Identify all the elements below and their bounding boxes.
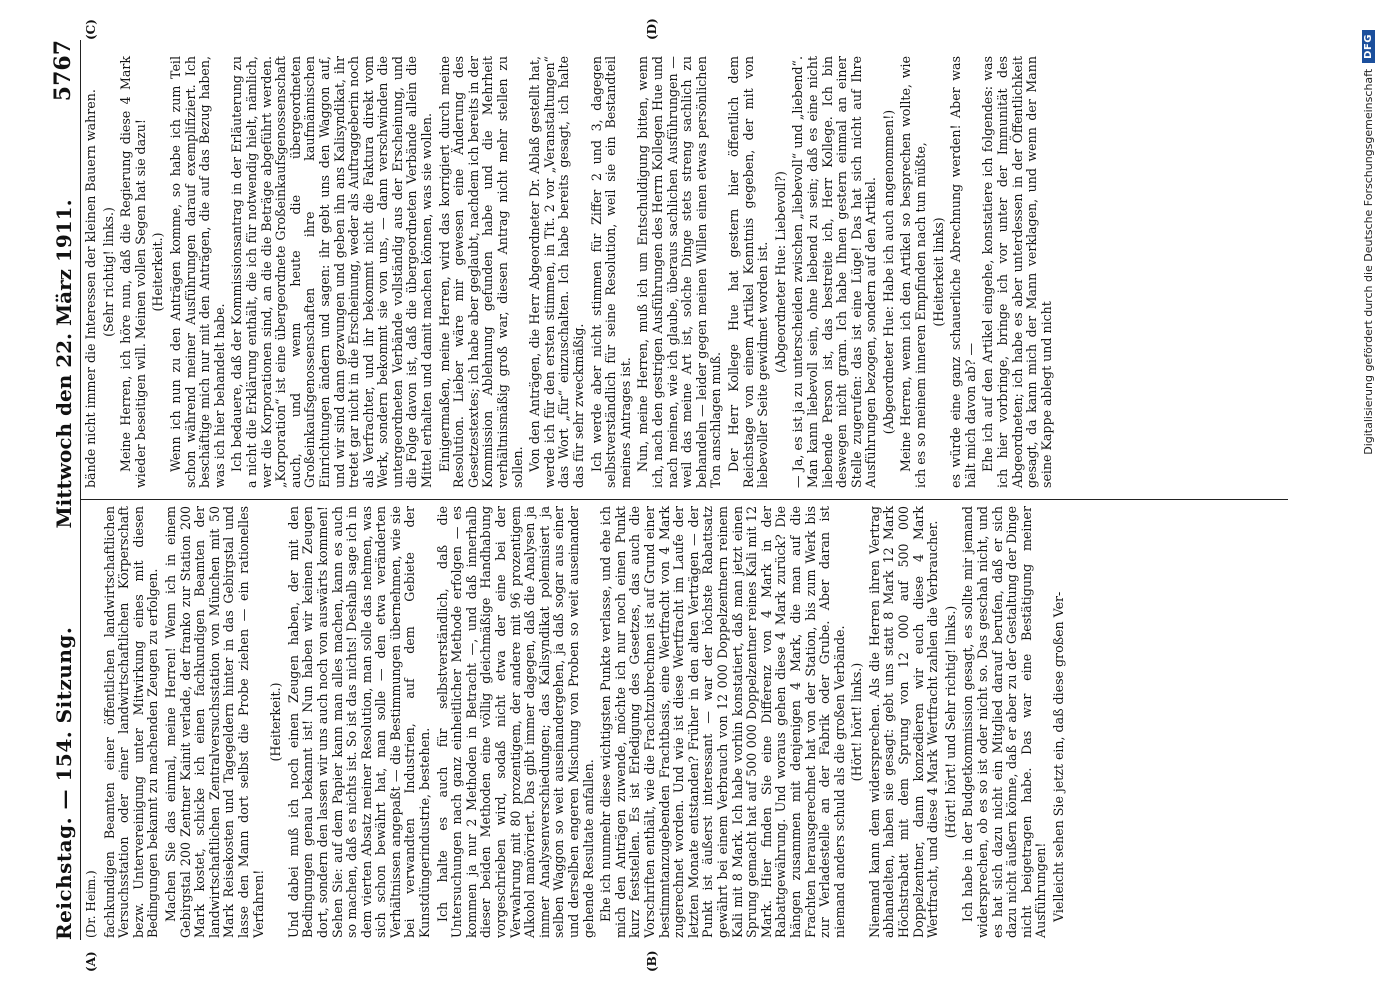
paragraph: Wenn ich nun zu den Anträgen komme, so habe ich zum Teil schon während meiner Ausführungen darauf exemplifiziert. Ich beschäftige mich nur mit den Anträgen, die auf das Bezug haben, was ich hier behandelt habe.	[167, 56, 227, 488]
paragraph: Ich werde aber nicht stimmen für Ziffer 2 und 3, dagegen selbstverständlich für seine Resolution, weil sie ein Bestandteil meines Antrages ist.	[588, 56, 633, 488]
page-number: 5767	[50, 40, 76, 102]
column-divider	[80, 499, 1288, 500]
page-header	[40, 40, 81, 940]
interjection: (Sehr richtig! links.)	[100, 207, 116, 337]
paragraph: Meine Herren, wenn ich den Artikel so besprechen wollte, wie ich es so meinem inneren Empfinden nach tun müßte,	[898, 56, 929, 488]
paragraph: Machen Sie das einmal, meine Herren! Wenn ich in einem Gebirgstal 200 Zentner Kainit verlade, der franko zur Station 200 Mark kostet, schicke ich einen fachkundigen Beamten der landwirtschaftlichen Zentralversuchsstation von München mit 50 Mark Reisekosten und Tagegeldern hinter in das Gebirgstal und lasse den Mann dort selbst die Probe ziehen — ein rationelles Verfahren!	[162, 506, 266, 938]
paragraph: Ich bedauere, daß der Kommissionsantrag in der Erläuterung zu a nicht die Erklärung enthält, die ich für notwendig hielt, nämlich, wer die Korporationen sind, an die die Beträge abgeführt werden. „Korporation“ ist eine übergeordnete Großeinkaufsgenossenschaft auch, und wenn heute die übergeordneten Großeinkaufsgenossenschaften ihre kaufmännischen Einrichtungen ändern und sagen: ihr gebt uns den Waggon auf, und wir sind dann gezwungen und geben ihn ans Kalisyndikat, ihr tretet gar nicht in die Erscheinung, weder als Auftraggeberin noch als Verfrachter, und ihr bekommt nicht die Faktura direkt vom Werk, sondern bekommt sie von uns, — dann verschwinden die untergeordneten Verbände vollständig aus der Erscheinung, und die Folge davon ist, daß die übergeordneten Verbände allein die Mittel erhalten und damit machen können, was sie wollen.	[229, 56, 435, 488]
margin-marker-b: (B)	[645, 950, 659, 972]
right-column	[84, 56, 1057, 488]
interjection: (Heiterkeit links)	[930, 217, 946, 327]
paragraph: Vielleicht sehen Sie jetzt ein, daß diese großen Ver-	[1051, 591, 1066, 922]
paragraph: Ich habe in der Budgetkommission gesagt, es sollte mir jemand widersprechen, ob es so ist oder nicht so. Das geschah nicht, und es hat sich dazu nicht ein Mitglied darauf berufen, daß er sich dazu nicht äußern könne, daß er aber zu der Gestaltung der Dinge nicht beigetragen habe. Das war eine Bestätigung meiner Ausführungen!	[960, 506, 1049, 938]
paragraph: Ehe ich auf den Artikel eingehe, konstatiere ich folgendes: was ich hier vorbringe, bringe ich vor unter der Immunität des Abgeordneten; ich habe es aber unterdessen in der Öffentlichkeit gesagt, da kann mich der Mann verklagen, und wenn der Mann seine Kappe ablegt und nicht	[980, 56, 1054, 488]
footer-text: Digitalisierung gefördert durch die Deutsche Forschungsgemeinschaft	[1362, 68, 1375, 455]
header-date: Mittwoch den 22. März 1911.	[52, 199, 76, 529]
interjection: (Hört! hört! und Sehr richtig! links.)	[942, 605, 958, 839]
paragraph: Nun, meine Herren, muß ich um Entschuldigung bitten, wenn ich, nach den gestrigen Ausführungen des Herrn Kollegen Hue und nach meinen, wie ich glaube, überaus sachlichen Ausführungen — weil das meine Art ist, solche Dinge stets streng sachlich zu behandeln — leider gegen meinen Willen einen etwas persönlichen Ton anschlagen muß.	[635, 56, 724, 488]
paragraph: Einigermaßen, meine Herren, wird das korrigiert durch meine Resolution. Lieber wäre mir gewesen eine Änderung des Gesetzestextes; ich habe aber geglaubt, nachdem ich bereits in der Kommission Ablehnung gefunden habe und die Mehrheit verhältnismäßig groß war, diesen Antrag nicht mehr stellen zu sollen.	[436, 56, 525, 488]
paragraph: Ich halte es auch für selbstverständlich, daß die Untersuchungen nach ganz einheitlicher Methode erfolgen — es kommen ja nur 2 Methoden in Betracht —, und daß innerhalb dieser beiden Methoden eine völlig gleichmäßige Handhabung vorgeschrieben wird, sodaß nicht etwa der eine bei der Verwahrung mit 80 prozentigem, der andere mit 96 prozentigem Alkohol manövriert. Das gibt immer dagegen, daß die Analysen ja immer Analysenverschiedungen; das Kalisyndikat polemisiert ja selben Waggon so weit auseinandergehen, ja daß sogar aus einer und derselben engeren Mischung von Proben so weit auseinander gehende Resultate anfallen.	[434, 506, 596, 938]
margin-marker-c: (C)	[84, 19, 98, 40]
margin-marker-a: (A)	[84, 951, 98, 972]
interjection: (Hört! hört! links.)	[849, 662, 865, 782]
left-column-paragraphs	[103, 506, 1067, 938]
header-left: Reichstag. — 154. Sitzung.	[52, 626, 76, 940]
right-column-paragraphs	[84, 56, 1054, 488]
interjection: (Heiterkeit.)	[150, 232, 166, 312]
paragraph: fachkundigen Beamten einer öffentlichen landwirtschaftlichen Versuchsstation oder einer landwirtschaftlichen Körperschaft bezw. Untervereinigung unter Mitwirkung eines mit diesen Bedingungen bekannt zu machenden Zeugen zu erfolgen.	[101, 506, 161, 938]
paragraph: Und dabei muß ich noch einen Zeugen haben, der mit den Bedingungen genau bekannt ist! Nun haben wir keinen Zeugen dort, sondern den lassen wir uns auch noch von auswärts kommen! Sehen Sie: auf dem Papier kann man alles machen, kann es auch so machen, daß es nichts ist. So ist das nichts! Deshalb sage ich in dem vierten Absatz meiner Resolution, man solle das nehmen, was sich schon bewährt hat, man solle — den etwa veränderten Verhältnissen angepaßt — die Bestimmungen übernehmen, wie sie bei verwandten Industrien, auf dem Gebiete der Kunstdüngerindustrie, bestehen.	[285, 506, 433, 938]
margin-marker-d: (D)	[645, 18, 659, 40]
dfg-logo: DFG	[1362, 30, 1375, 63]
paragraph: Meine Herren, ich höre nun, daß die Regierung diese 4 Mark wieder beseitigen will. Meinen vollen Segen hat sie dazu!	[118, 56, 148, 488]
digitization-footer	[1362, 30, 1375, 455]
paragraph: es würde eine ganz schauerliche Abrechnung werden! Aber was hält mich davon ab? —	[948, 56, 978, 488]
paragraph: Ehe ich nunmehr diese wichtigsten Punkte verlasse, und ehe ich mich den Anträgen zuwende, möchte ich nur noch einen Punkt kurz feststellen. Es ist Erledigung des Gesetzes, das auch die Vorschriften enthält, wie die Frachtzubrechnen ist auf Grund einer bestimmtanzugebenden Frachtbasis, eine Wertfracht von 4 Mark zugerechnet worden. Und wie ist diese Wertfracht im Laufe der letzten Monate entstanden? Früher in den alten Verträgen — der Punkt ist äußerst interessant — war der höchste Rabattsatz gewährt bei einem Verbrauch von 12 000 Doppelzentnern reinem Kali mit 8 Mark. Ich habe vorhin konstatiert, daß man jetzt einen Sprung gemacht hat auf 500 000 Doppelzentner reines Kali mit 12 Mark. Hier finden Sie eine Differenz von 4 Mark in der Rabattgewährung. Und woraus gehen diese 4 Mark zurück? Die hängen zusammen mit denjenigen 4 Mark, die man auf die Frachten herausgerechnet hat von der Station, bis zum Werk bis zur Verladestelle an der Fabrik oder Grube. Aber daran ist niemand anders schuld als die großen Verbände.	[598, 506, 847, 938]
paragraph: Von den Anträgen, die Herr Abgeordneter Dr. Ablaß gestellt hat, werde ich für den ersten stimmen, in Tit. 2 vor „Veranstaltungen“ das Wort „für“ einzuschalten. Ich habe bereits gesagt, ich halte das für sehr zweckmäßig.	[527, 56, 586, 488]
interjection: (Abgeordneter Hue: Habe ich auch angenommen!)	[880, 109, 896, 435]
interjection: (Heiterkeit.)	[268, 682, 284, 762]
interjection: (Abgeordneter Hue: Liebevoll?)	[772, 171, 788, 373]
left-column	[84, 506, 1070, 938]
paragraph: bände nicht immer die Interessen der kleinen Bauern wahren.	[83, 89, 98, 488]
speaker-label: (Dr. Heim.)	[84, 870, 98, 938]
paragraph: Niemand kann dem widersprechen. Als die Herren ihren Vertrag abhandelten, haben sie gesagt: gebt uns statt 8 Mark 12 Mark Höchstrabatt mit dem Sprung von 12 000 auf 500 000 Doppelzentner, dann konzedieren wir euch diese 4 Mark Wertfracht, und diese 4 Mark Wertfracht zahlen die Verbraucher.	[866, 506, 941, 938]
paragraph: — Ja, es ist ja zu unterscheiden zwischen „liebevoll“ und „liebend“. Man kann liebevoll sein, ohne liebend zu sein; daß es eine nicht liebende Person ist, das bestreite ich, Herr Kollege. Ich bin deswegen nicht gram. Ich habe Ihnen gestern einmal an einer Stelle zugerufen: das ist eine Lüge! Das hat sich nicht auf Ihre Ausführungen bezogen, sondern auf den Artikel.	[790, 56, 879, 488]
paragraph: Der Herr Kollege Hue hat gestern hier öffentlich dem Reichstage von einem Artikel Kenntnis gegeben, der mit von liebevoller Seite gewidmet worden ist.	[725, 56, 771, 488]
